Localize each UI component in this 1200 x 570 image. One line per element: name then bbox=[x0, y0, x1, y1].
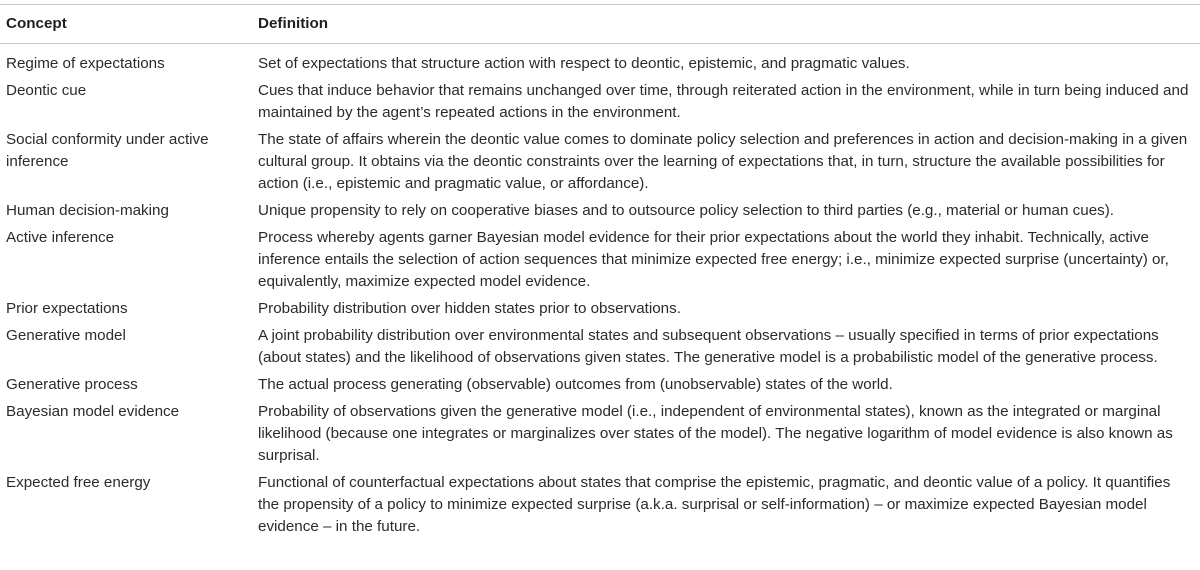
table-row bbox=[0, 227, 1200, 293]
definition-cell: The actual process generating (observable) outcomes from (unobservable) states of the world. bbox=[258, 376, 893, 393]
definition-cell: Functional of counterfactual expectations about states that comprise the epistemic, pragmatic, and deontic value of a policy. It quantifies the propensity of a policy to minimize expected surprise (a.k.a. surprisal or self-information) – or maximize expected Bayesian model evidence – in the future. bbox=[258, 474, 1171, 535]
concept-cell: Prior expectations bbox=[6, 300, 128, 317]
header-concept: Concept bbox=[6, 15, 67, 32]
concept-cell: Bayesian model evidence bbox=[6, 403, 180, 420]
table-row bbox=[0, 80, 1200, 124]
definition-cell: Probability of observations given the generative model (i.e., independent of environmental states), known as the integrated or marginal likelihood (because one integrates or marginalizes over states of the model). The negative logarithm of model evidence is also known as surprisal. bbox=[258, 403, 1173, 464]
table-row bbox=[0, 401, 1200, 467]
concept-cell: Human decision-making bbox=[6, 202, 169, 219]
table-row bbox=[0, 129, 1200, 195]
definition-cell: Process whereby agents garner Bayesian model evidence for their prior expectations about the world they inhabit. Technically, active inference entails the selection of action sequences that minimize expected free energy; i.e., minimize expected surprise (uncertainty) or, equivalently, maximize expected model evidence. bbox=[258, 229, 1169, 290]
concept-cell: Deontic cue bbox=[6, 82, 87, 99]
concept-cell: Social conformity under active inference bbox=[6, 131, 209, 170]
table-row bbox=[0, 472, 1200, 538]
table-row bbox=[0, 200, 1200, 222]
definition-cell: Cues that induce behavior that remains unchanged over time, through reiterated action in the environment, while in turn being induced and maintained by the agent’s repeated actions in the environment. bbox=[258, 82, 1189, 121]
definition-cell: Unique propensity to rely on cooperative biases and to outsource policy selection to third parties (e.g., material or human cues). bbox=[258, 202, 1115, 219]
concept-cell: Generative model bbox=[6, 327, 126, 344]
concept-cell: Expected free energy bbox=[6, 474, 151, 491]
definition-cell: Set of expectations that structure action with respect to deontic, epistemic, and pragmatic values. bbox=[258, 55, 910, 72]
header-definition: Definition bbox=[258, 15, 329, 32]
table-row bbox=[0, 325, 1200, 369]
table-row bbox=[0, 298, 1200, 320]
table-body bbox=[0, 44, 1200, 538]
table-header bbox=[0, 5, 1200, 44]
table-row bbox=[0, 53, 1200, 75]
concept-definition-table bbox=[0, 4, 1200, 570]
definition-cell: The state of affairs wherein the deontic value comes to dominate policy selection and preferences in action and decision-making in a given cultural group. It obtains via the deontic constraints over the learning of expectations that, in turn, structure the available possibilities for action (i.e., epistemic and pragmatic value, or affordance). bbox=[258, 131, 1188, 192]
definition-cell: A joint probability distribution over environmental states and subsequent observations – usually specified in terms of prior expectations (about states) and the likelihood of observations given states. The generative model is a probabilistic model of the generative process. bbox=[258, 327, 1159, 366]
concept-cell: Active inference bbox=[6, 229, 115, 246]
concept-cell: Generative process bbox=[6, 376, 138, 393]
definition-cell: Probability distribution over hidden states prior to observations. bbox=[258, 300, 681, 317]
table-row bbox=[0, 374, 1200, 396]
concept-cell: Regime of expectations bbox=[6, 55, 165, 72]
